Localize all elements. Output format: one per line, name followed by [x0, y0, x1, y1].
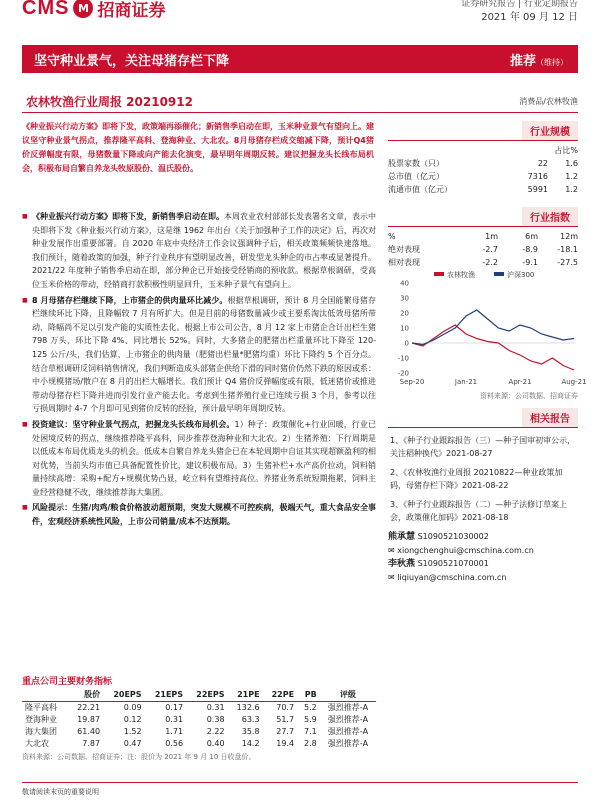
table-cell: 登海种业 — [25, 715, 57, 724]
table-cell: 隆平高科 — [25, 703, 57, 712]
kv-row: 股票家数（只） 22 1.6 — [388, 159, 578, 168]
banner-title: 坚守种业景气，关注母猪存栏下降 — [34, 53, 230, 69]
body-text — [22, 210, 376, 531]
table-cell: 70.7 — [276, 703, 295, 712]
sidebar — [388, 120, 587, 584]
mail-icon: ✉ — [388, 573, 395, 582]
kv-header — [388, 144, 578, 157]
table-row — [22, 738, 376, 750]
table-cell: 2.22 — [206, 727, 225, 736]
table-cell: 63.3 — [241, 715, 260, 724]
paragraph-advice — [22, 418, 376, 500]
paragraph-risk — [22, 501, 376, 528]
analyst-email[interactable]: liqiuyan@cmschina.com.cn — [397, 573, 507, 582]
related-reports — [388, 434, 578, 524]
paragraph-seed — [22, 210, 376, 292]
table-cell: 7.87 — [82, 739, 101, 748]
table-cell: 强烈推荐-A — [327, 739, 369, 748]
table-cell: 0.47 — [123, 739, 142, 748]
table-cell: 5.9 — [304, 715, 317, 724]
doc-type: 证券研究报告 | 行业定期报告 — [461, 0, 578, 9]
y-tick-label: -10 — [397, 354, 409, 363]
paragraph-hog — [22, 294, 376, 416]
paragraph-lead: 《种业振兴行动方案》即将下发，新销售季启动在即。 — [32, 212, 224, 221]
series-line-1 — [412, 310, 574, 345]
kv-row: 流通市值（亿元） 5991 1.2 — [388, 185, 578, 194]
logo-badge: M — [73, 0, 93, 18]
y-tick-label: 10 — [400, 324, 409, 333]
y-tick-label: 0 — [404, 339, 409, 348]
table-cell: 强烈推荐-A — [327, 715, 369, 724]
table-cell: 51.7 — [276, 715, 295, 724]
analyst-id: S1090521070001 — [417, 559, 489, 568]
chart-source: 资料来源：公司数据、招商证券 — [480, 392, 578, 400]
table-cell: 强烈推荐-A — [327, 727, 369, 736]
y-tick-label: 20 — [400, 309, 409, 318]
analyst-id: S1090521030002 — [417, 532, 489, 541]
table-cell: 海大集团 — [25, 727, 57, 736]
report-link[interactable]: 2、《农林牧渔行业周报 20210822—种业政策加码，母猪存栏下降》2021-08-22 — [390, 468, 563, 490]
title-banner — [22, 45, 578, 73]
table-cell: 0.38 — [206, 715, 225, 724]
x-tick-label: Jan-21 — [454, 378, 478, 386]
kv-header-cell: 占比% — [554, 146, 578, 155]
report-link[interactable]: 1、《种子行业跟踪报告（三）—种子国审初审公示，关注稻种换代》2021-08-27 — [390, 436, 576, 458]
rating-note: （维持） — [536, 57, 568, 67]
table-header-row: 股价 20EPS 21EPS 22EPS 21PE 22PE PB 评级 — [22, 688, 376, 702]
doc-date: 2021 年 09 月 12 日 — [481, 12, 578, 23]
table-cell: 1.71 — [165, 727, 184, 736]
financial-table — [22, 688, 376, 750]
table-cell: 强烈推荐-A — [327, 703, 369, 712]
analyst-name: 李秋燕 — [388, 559, 416, 569]
table-cell: 1.52 — [123, 727, 142, 736]
paragraph-text: 1）种子：政策催化+行业回暖，行业已处困境反转的拐点，继续推荐隆平高科，同步推荐登海种业和大北农。2）生猪养殖：下行周期是以低成本布局优质龙头的机会。低成本自繁自养龙头猪企已在本轮周期中自证其实现超额盈利的相对优势，当前头均市值已具备配置性价比，建议积极布局。3）生猪补栏+水产高价拉动，饲料销量持续高增：采购+配方+规模优势凸显，屹立料有望维持高位。养猪业务系统短期拖累，饲料主业经营稳健不改，继续推荐海大集团。 — [32, 419, 376, 497]
table-cell: 27.7 — [276, 727, 295, 736]
paragraph-text: 根据草根调研，预计 8 月全国能繁母猪存栏继续环比下降，且降幅较 7 月有所扩大。但是目前的母猪数量减少或主要系淘汰低效母猪所带动、降幅尚不足以引发产能的实质性去化。根据上市公司公告，8 月 12 家上市猪企合计出栏生猪 798 万头，环比下降 4%、同比增长 52%。同时，大多猪企的肥猪出栏重量环比下降至 120-125 公斤/头，我们估算，上市猪企的供肉量（肥猪出栏量*肥猪均重）环比下降约 5 个百分点。结合草根调研反饲料销售情况，我们判断造成头部猪企供给下滑的同时猪价仍然下跌的原因或系：中小规模猪场/散户在 8 月的出栏大幅增长。我们预计 Q4 猪价反弹幅度或有限，低迷猪价或推进带动母猪存栏下降并进而引发行业产能去化。考虑到生猪养殖行业已连续亏损 3 个月，参考以往亏损周期时 4-7 个月即可见到猪价反转的经验，预计最早明年周期反转。 — [32, 295, 376, 414]
x-tick-label: Apr-21 — [508, 378, 532, 386]
table-cell: 7.1 — [304, 727, 317, 736]
analyst-name: 熊承慧 — [388, 532, 416, 542]
table-cell: 14.2 — [241, 739, 260, 748]
risk-text: 风险提示：生猪/肉鸡/粮食价格波动超预期，突发大规模不可控疾病，极端天气，重大食品安全事件，宏观经济系统性风险，上市公司销量/成本不达预期。 — [32, 503, 376, 527]
report-link[interactable]: 3、《种子行业跟踪报告（二）—种子法修订草案上会，政策催化加码》2021-08-18 — [390, 500, 568, 522]
x-tick-label: Aug-21 — [561, 378, 587, 386]
performance-chart — [388, 269, 587, 387]
table-cell: 35.8 — [241, 727, 260, 736]
y-tick-label: 30 — [400, 294, 409, 303]
rating — [510, 50, 578, 69]
logo-en: CMS — [22, 0, 70, 19]
table-cell: 0.40 — [206, 739, 225, 748]
divider — [22, 112, 578, 113]
table-cell: 0.17 — [165, 703, 184, 712]
table-row — [22, 726, 376, 738]
paragraph-text: 本周农业农村部部长发表署名文章，表示中央即将下发《种业振兴行动方案》，这是继 1962 年出台《关于加强种子工作的决定》后，再次对种业发展作出重要部署。自 2020 年底中央经济工作会议强调种子后，相关政策频频快速落地。我们预计，随着政策的加强，种子行业秩序有望明显改善，研发型龙头种企的市占率或显著提升。2021/22 年度种子销售季启动在即，部分种企已开始接受经销商的预收款。根据草根调研，受高位玉米价格的带动，经销商打款积极性明显回升，玉米种子景气有望向上。 — [32, 212, 376, 289]
table-cell: 19.4 — [276, 739, 295, 748]
section-title: 行业规模 — [522, 121, 578, 140]
table-cell: 0.31 — [206, 703, 225, 712]
perf-row: 相对表现 -2.2 -9.1 -27.5 — [388, 258, 578, 267]
paragraph-lead: 投资建议：坚守种业景气拐点，把握龙头长线布局机会。 — [32, 419, 235, 429]
perf-row: 绝对表现 -2.7 -8.9 -18.1 — [388, 245, 578, 254]
perf-header: % 1m 6m 12m — [388, 232, 578, 241]
section-header — [388, 206, 578, 227]
table-cell: 61.40 — [77, 727, 101, 736]
table-cell: 0.09 — [123, 703, 142, 712]
table-row — [22, 702, 376, 715]
table-cell: 0.31 — [165, 715, 184, 724]
table-row — [22, 714, 376, 726]
section-header — [388, 407, 578, 428]
y-tick-label: 40 — [400, 279, 409, 288]
report-title: 农林牧渔行业周报 20210912 — [26, 95, 193, 109]
sector-label: 消费品/农林牧渔 — [519, 97, 578, 106]
table-cell: 2.8 — [304, 739, 317, 748]
table-cell: 大北农 — [25, 739, 49, 748]
y-tick-label: -20 — [397, 369, 409, 378]
table-cell: 5.2 — [304, 703, 317, 712]
kv-row: 总市值（亿元） 7316 1.2 — [388, 172, 578, 181]
analyst-email[interactable]: xiongchenghui@cmschina.com.cn — [397, 546, 534, 555]
rating-label: 推荐 — [509, 53, 536, 69]
table-title: 重点公司主要财务指标 — [22, 677, 113, 687]
legend-label: 农林牧渔 — [447, 271, 475, 279]
section-title: 相关报告 — [522, 408, 578, 427]
analyst-block — [388, 530, 578, 584]
section-header — [388, 120, 578, 141]
legend-swatch — [434, 272, 444, 276]
table-source: 资料来源：公司数据、招商证券；注：股价为 2021 年 9 月 10 日收盘价。 — [22, 753, 256, 761]
table-cell: 19.87 — [77, 715, 101, 724]
section-title: 行业指数 — [522, 207, 578, 226]
footer: 敬请阅读末页的重要说明 — [22, 782, 578, 797]
mail-icon: ✉ — [388, 546, 395, 555]
legend-swatch — [494, 272, 504, 276]
logo — [22, 0, 165, 20]
table-cell: 0.12 — [123, 715, 142, 724]
summary: 《种业振兴行动方案》即将下发，政策端再添催化；新销售季启动在即，玉米种业景气有望向上。建议坚守种业景气拐点，推荐隆平高科、登海种业、大北农。8月母猪存栏成交缩减下降，预计Q4猪价反弹幅度有限，母猪数量下降或向产能去化演变，最早明年周期反转。建议把握龙头长线布局机会，积极布局自繁自养龙头牧原股份、温氏股份。 — [22, 122, 374, 173]
logo-cn: 招商证券 — [97, 0, 166, 21]
table-cell: 22.21 — [77, 703, 101, 712]
paragraph-lead: 8 月母猪存栏继续下降，上市猪企的供肉量环比减少。 — [32, 295, 228, 305]
legend-label: 沪深300 — [507, 271, 535, 279]
table-cell: 0.56 — [165, 739, 184, 748]
x-tick-label: Sep-20 — [399, 378, 425, 386]
table-cell: 132.6 — [236, 703, 260, 712]
series-line-0 — [412, 325, 574, 370]
doc-meta — [461, 0, 578, 25]
